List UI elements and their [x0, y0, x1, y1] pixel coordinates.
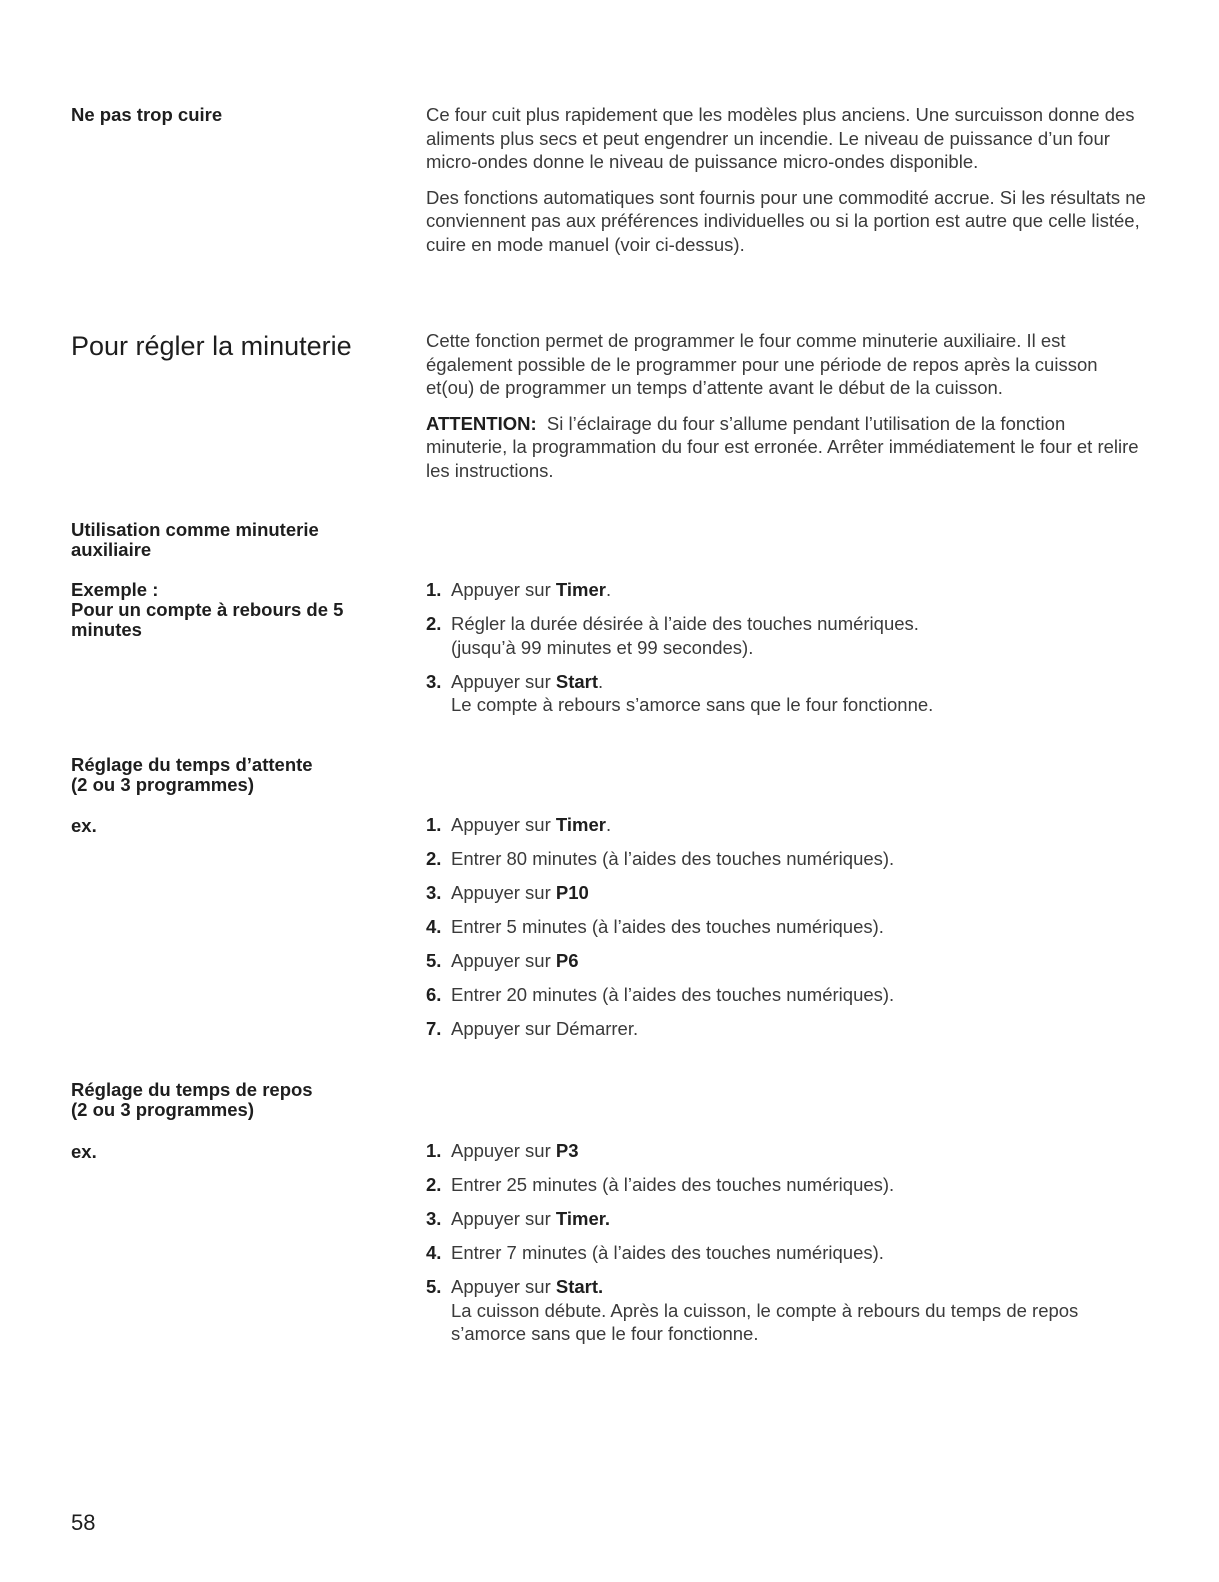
list-item: 5. Appuyer sur Start. La cuisson débute. Après la cuisson, le compte à rebours du temps de repos s’amorce sans que le four fonctionne.: [426, 1276, 1079, 1344]
standby-steps: [426, 813, 1146, 1041]
overcook-paragraph-1: Ce four cuit plus rapidement que les modèles plus anciens. Une surcuisson donne des aliments plus secs et peut engendrer un incendie. Le niveau de puissance d’un four micro-ondes donne le niveau de puissance micro-ondes disponible.: [426, 104, 1135, 172]
attention-note: [426, 412, 1146, 483]
timer-intro: Cette fonction permet de programmer le four comme minuterie auxiliaire. Il est également possible de le programmer pour une période de repos après la cuisson et(ou) de programmer un temps d’attente avant le début de la cuisson.: [426, 330, 1098, 398]
list-item: 2. Entrer 25 minutes (à l’aides des touches numériques).: [426, 1174, 895, 1195]
list-item: 2. Entrer 80 minutes (à l’aides des touches numériques).: [426, 848, 895, 869]
rest-heading-line-1: Réglage du temps de repos: [71, 1079, 313, 1100]
list-item: 3. Appuyer sur Start. Le compte à rebours s’amorce sans que le four fonctionne.: [426, 670, 934, 715]
page-number: 58: [71, 1510, 96, 1535]
standby-example-label: ex.: [71, 815, 97, 836]
overcook-paragraph-2: Des fonctions automatiques sont fournis pour une commodité accrue. Si les résultats ne conviennent pas aux préférences individuelles ou si la portion est autre que celle listée, cuire en mode manuel (voir ci-dessus).: [426, 186, 1146, 255]
list-item: 7. Appuyer sur Démarrer.: [426, 1018, 639, 1039]
overcook-body: [426, 103, 1146, 256]
rest-steps: [426, 1139, 1146, 1346]
list-item: 4. Entrer 7 minutes (à l’aides des touches numériques).: [426, 1242, 884, 1263]
aux-timer-steps: [426, 578, 1146, 717]
list-item: 1. Appuyer sur Timer.: [426, 579, 612, 600]
rest-heading-line-2: (2 ou 3 programmes): [71, 1099, 254, 1120]
aux-timer-heading: Utilisation comme minuterie auxiliaire: [71, 519, 319, 560]
standby-heading-line-1: Réglage du temps d’attente: [71, 754, 313, 775]
standby-heading: [71, 755, 381, 795]
rest-example-label: ex.: [71, 1141, 97, 1162]
aux-timer-example-desc: Pour un compte à rebours de 5 minutes: [71, 599, 344, 640]
aux-timer-example-label: Exemple :: [71, 579, 159, 600]
list-item: 5. Appuyer sur P6: [426, 950, 579, 971]
list-item: 4. Entrer 5 minutes (à l’aides des touches numériques).: [426, 916, 884, 937]
list-item: 6. Entrer 20 minutes (à l’aides des touches numériques).: [426, 984, 895, 1005]
list-item: 2. Régler la durée désirée à l’aide des touches numériques. (jusqu’à 99 minutes et 99 secondes).: [426, 613, 919, 658]
aux-timer-example: [71, 580, 381, 640]
timer-section-title: Pour régler la minuterie: [71, 331, 352, 361]
rest-heading: [71, 1080, 381, 1120]
attention-label: ATTENTION:: [426, 412, 537, 434]
list-item: 3. Appuyer sur P10: [426, 882, 589, 903]
overcook-heading: Ne pas trop cuire: [71, 104, 223, 125]
list-item: 1. Appuyer sur P3: [426, 1140, 579, 1161]
attention-text: Si l’éclairage du four s’allume pendant l’utilisation de la fonction minuterie, la programmation du four est erronée. Arrêter immédiatement le four et relire les instructions.: [426, 412, 1139, 481]
list-item: 3. Appuyer sur Timer.: [426, 1208, 611, 1229]
list-item: 1. Appuyer sur Timer.: [426, 814, 612, 835]
timer-section-body: [426, 329, 1146, 482]
standby-heading-line-2: (2 ou 3 programmes): [71, 774, 254, 795]
